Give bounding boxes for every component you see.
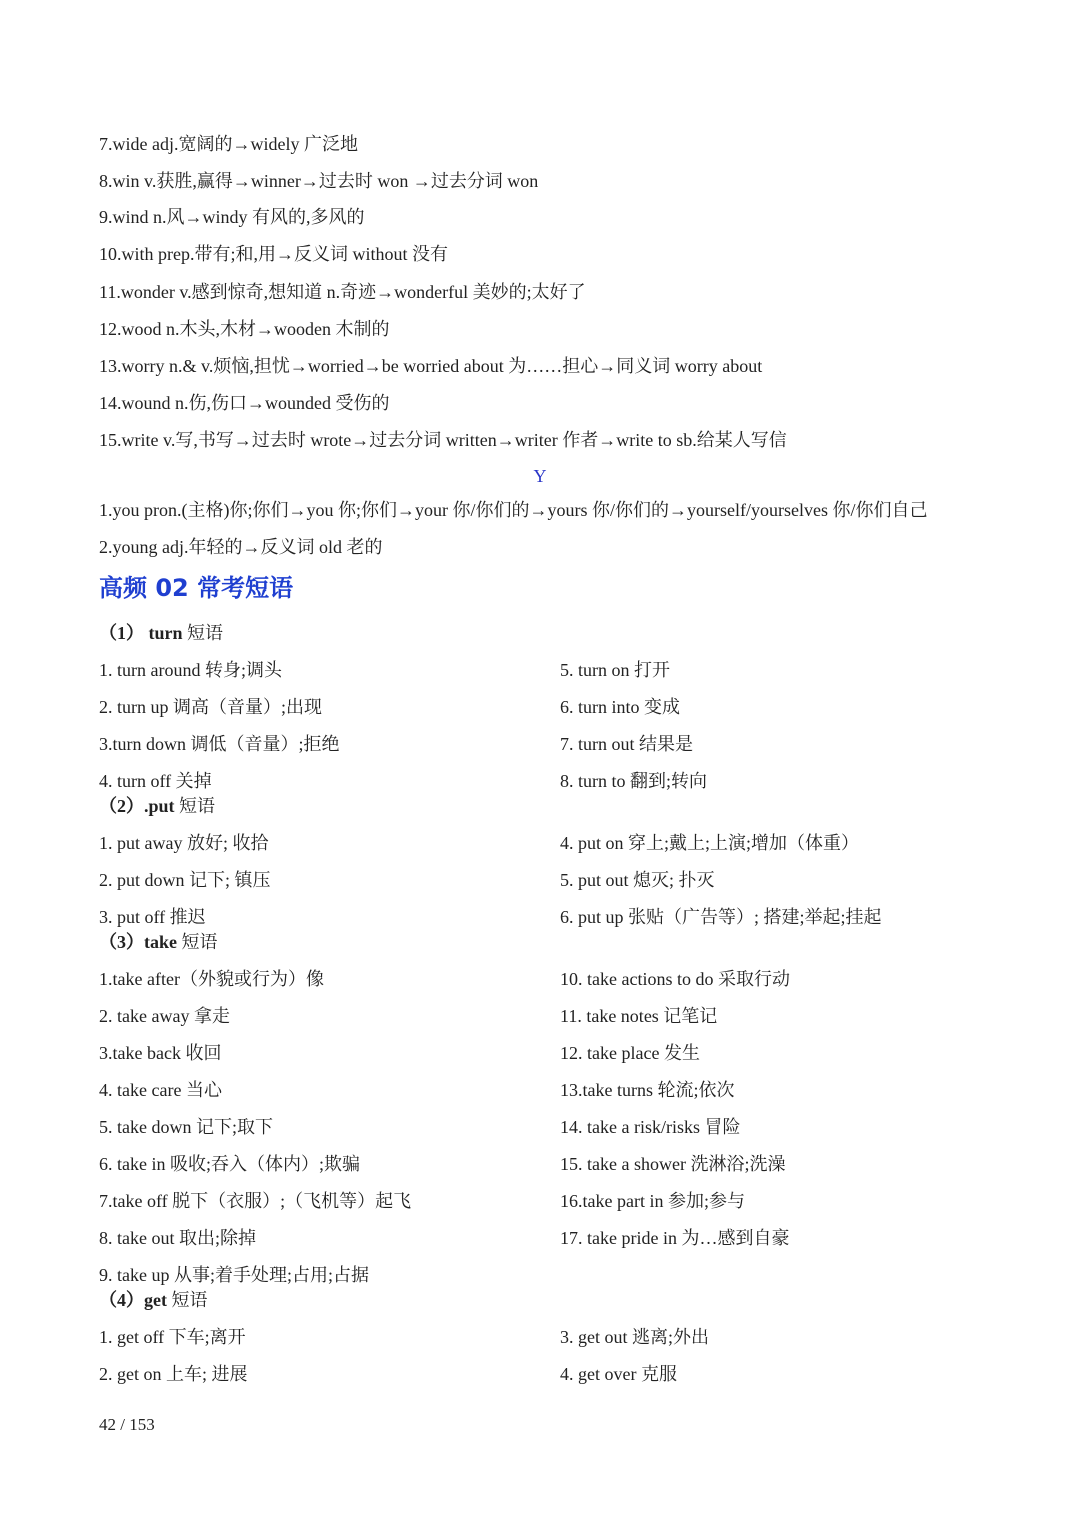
phrase-item: 3. put off 推迟 — [99, 907, 206, 927]
phrase-item: 2. get on 上车; 进展 — [99, 1364, 248, 1384]
phrase-item: 4. put on 穿上;戴上;上演;增加（体重） — [560, 833, 860, 853]
heading-label: 短语 — [179, 796, 216, 816]
phrase-group-heading — [99, 1289, 207, 1311]
phrase-group-heading — [99, 795, 215, 817]
phrase-group-heading — [99, 931, 218, 953]
vocab-entry: 1.you pron.(主格)你;你们→you 你;你们→your 你/你们的→yours 你/你们的→yourself/yourselves 你/你们自己 — [99, 500, 928, 520]
phrase-item: 15. take a shower 洗淋浴;洗澡 — [560, 1154, 786, 1174]
phrase-item: 8. turn to 翻到;转向 — [560, 771, 707, 791]
phrase-item: 17. take pride in 为…感到自豪 — [560, 1228, 790, 1248]
phrase-item: 1. turn around 转身;调头 — [99, 660, 282, 680]
vocab-entry: 11.wonder v.感到惊奇,想知道 n.奇迹→wonderful 美妙的;太好了 — [99, 282, 586, 302]
phrase-item: 4. take care 当心 — [99, 1080, 222, 1100]
phrase-item: 5. take down 记下;取下 — [99, 1117, 273, 1137]
phrase-item: 5. put out 熄灭; 扑灭 — [560, 870, 715, 890]
phrase-group-heading — [99, 622, 223, 644]
vocab-entry: 13.worry n.& v.烦恼,担忧→worried→be worried about 为……担心→同义词 worry about — [99, 356, 763, 376]
phrase-item: 6. take in 吸收;吞入（体内）;欺骗 — [99, 1154, 360, 1174]
phrase-item: 10. take actions to do 采取行动 — [560, 969, 790, 989]
heading-number: （1） — [99, 623, 144, 643]
phrase-item: 2. take away 拿走 — [99, 1006, 230, 1026]
letter-heading: Y — [533, 466, 547, 486]
phrase-item: 6. put up 张贴（广告等）; 搭建;举起;挂起 — [560, 907, 882, 927]
phrase-item: 4. get over 克服 — [560, 1364, 677, 1384]
phrase-item: 3.take back 收回 — [99, 1043, 222, 1063]
heading-label: 短语 — [171, 1290, 208, 1310]
phrase-item: 13.take turns 轮流;依次 — [560, 1080, 735, 1100]
phrase-item: 5. turn on 打开 — [560, 660, 670, 680]
heading-number: （2） — [99, 796, 144, 816]
heading-number: （4） — [99, 1290, 144, 1310]
phrase-item: 1.take after（外貌或行为）像 — [99, 969, 324, 989]
vocab-entry: 9.wind n.风→windy 有风的,多风的 — [99, 207, 365, 227]
phrase-item: 7.take off 脱下（衣服）;（飞机等）起飞 — [99, 1191, 412, 1211]
vocab-entry: 8.win v.获胜,赢得→winner→过去时 won →过去分词 won — [99, 171, 539, 191]
phrase-item: 12. take place 发生 — [560, 1043, 700, 1063]
phrase-item: 8. take out 取出;除掉 — [99, 1228, 256, 1248]
phrase-item: 2. put down 记下; 镇压 — [99, 870, 271, 890]
phrase-item: 1. get off 下车;离开 — [99, 1327, 246, 1347]
phrase-item: 1. put away 放好; 收拾 — [99, 833, 269, 853]
phrase-item: 9. take up 从事;着手处理;占用;占据 — [99, 1265, 369, 1285]
phrase-item: 11. take notes 记笔记 — [560, 1006, 718, 1026]
page-number: 42 / 153 — [99, 1415, 155, 1434]
section-title: 高频 02 常考短语 — [99, 574, 294, 602]
vocab-entry: 12.wood n.木头,木材→wooden 木制的 — [99, 319, 390, 339]
phrase-item: 2. turn up 调高（音量）;出现 — [99, 697, 322, 717]
phrase-item: 14. take a risk/risks 冒险 — [560, 1117, 741, 1137]
heading-label: 短语 — [181, 932, 218, 952]
heading-number: （3） — [99, 932, 144, 952]
heading-label: 短语 — [187, 623, 224, 643]
vocab-entry: 7.wide adj.宽阔的→widely 广泛地 — [99, 134, 358, 154]
heading-word: take — [144, 932, 177, 952]
phrase-item: 16.take part in 参加;参与 — [560, 1191, 745, 1211]
phrase-item: 3.turn down 调低（音量）;拒绝 — [99, 734, 340, 754]
heading-word: .put — [144, 796, 175, 816]
phrase-item: 3. get out 逃离;外出 — [560, 1327, 709, 1347]
phrase-item: 4. turn off 关掉 — [99, 771, 212, 791]
heading-word: turn — [148, 623, 183, 643]
vocab-entry: 15.write v.写,书写→过去时 wrote→过去分词 written→writer 作者→write to sb.给某人写信 — [99, 430, 787, 450]
vocab-entry: 10.with prep.带有;和,用→反义词 without 没有 — [99, 244, 448, 264]
phrase-item: 6. turn into 变成 — [560, 697, 680, 717]
heading-word: get — [144, 1290, 167, 1310]
phrase-item: 7. turn out 结果是 — [560, 734, 693, 754]
vocab-entry: 2.young adj.年轻的→反义词 old 老的 — [99, 537, 383, 557]
vocab-entry: 14.wound n.伤,伤口→wounded 受伤的 — [99, 393, 390, 413]
